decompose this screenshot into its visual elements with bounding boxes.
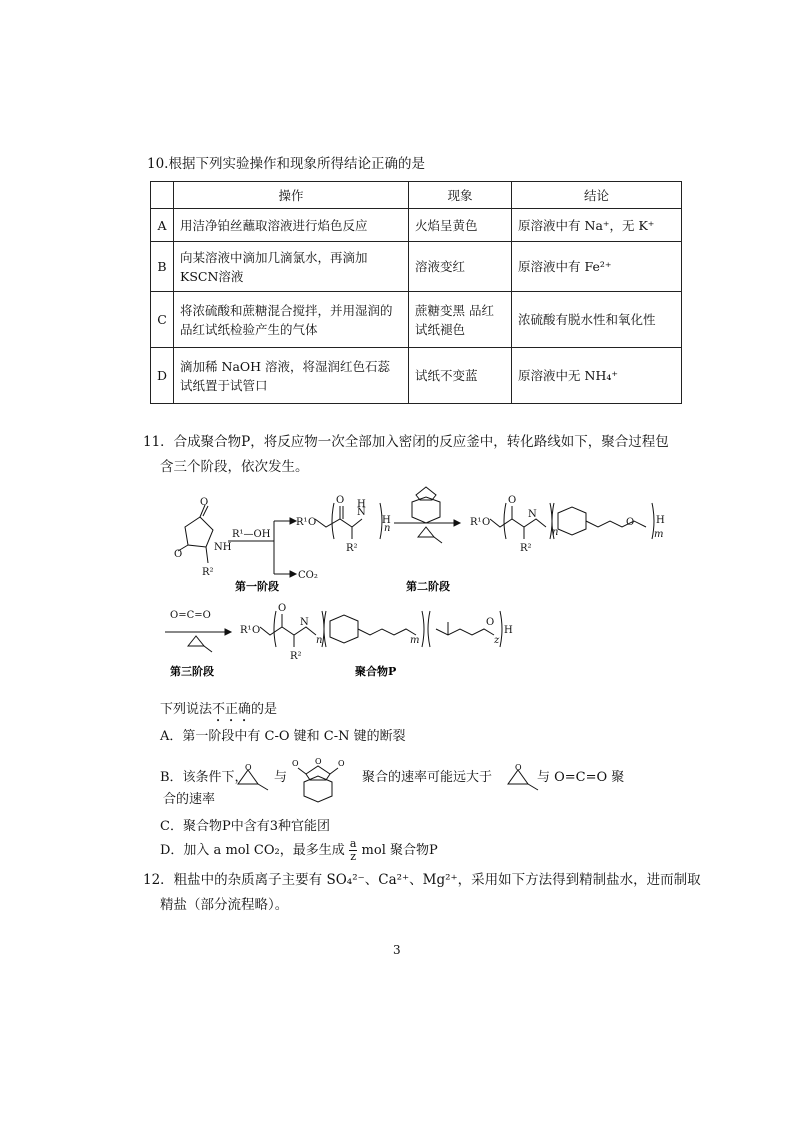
row-phenomenon: 试纸不变蓝 — [409, 348, 512, 404]
svg-text:O: O — [252, 625, 261, 636]
q12-line2: 精盐（部分流程略）。 — [160, 897, 289, 913]
q10-title: 10.根据下列实验操作和现象所得结论正确的是 — [147, 156, 425, 172]
row-conclusion: 原溶液中有 Na⁺，无 K⁺ — [512, 209, 682, 242]
svg-text:R²: R² — [520, 543, 532, 554]
q11-option-b-part2: 与 — [274, 770, 288, 785]
epoxide-icon — [502, 762, 542, 792]
reagent-r1oh: R¹—OH — [232, 529, 271, 540]
svg-text:R¹: R¹ — [470, 517, 482, 528]
q11-prompt-pre: 下列说法 — [160, 702, 213, 717]
svg-text:O: O — [486, 617, 495, 628]
svg-text:CO₂: CO₂ — [298, 570, 318, 581]
svg-text:H: H — [504, 625, 513, 636]
row-operation: 用洁净铂丝蘸取溶液进行焰色反应 — [174, 209, 409, 242]
q11-option-d-post: mol 聚合物P — [361, 843, 438, 858]
svg-text:n: n — [316, 635, 323, 646]
table-header-blank — [151, 182, 174, 209]
table-row — [151, 292, 682, 348]
table-header-phenomenon: 现象 — [409, 182, 512, 209]
table-header-conclusion: 结论 — [512, 182, 682, 209]
epoxide-icon — [418, 527, 442, 543]
svg-text:O: O — [245, 763, 252, 772]
row-conclusion: 浓硫酸有脱水性和氧化性 — [512, 292, 682, 348]
svg-text:N: N — [528, 509, 537, 520]
q11-title-line1: 11．合成聚合物P，将反应物一次全部加入密闭的反应釜中，转化路线如下，聚合过程包 — [143, 434, 669, 450]
q11-prompt-post: 的是 — [251, 702, 278, 717]
row-phenomenon: 蔗糖变黑 品红试纸褪色 — [409, 292, 512, 348]
row-label: B — [151, 242, 174, 292]
epoxide-icon — [188, 636, 212, 652]
row-operation: 将浓硫酸和蔗糖混合搅拌，并用湿润的品红试纸检验产生的气体 — [174, 292, 409, 348]
q11-option-b-part3: 聚合的速率可能远大于 — [362, 770, 493, 785]
q11-option-d — [160, 838, 438, 863]
svg-text:O: O — [482, 517, 491, 528]
phthalic-anhydride-icon — [290, 752, 346, 808]
svg-text:O: O — [515, 763, 522, 772]
row-label: D — [151, 348, 174, 404]
svg-text:O: O — [508, 495, 517, 506]
svg-text:R²: R² — [290, 651, 302, 662]
row-label: C — [151, 292, 174, 348]
svg-text:N: N — [357, 507, 366, 518]
svg-text:R²: R² — [346, 543, 358, 554]
table-row — [151, 209, 682, 242]
q11-option-c: C．聚合物P中含有3种官能团 — [160, 819, 330, 834]
svg-text:H: H — [357, 499, 366, 510]
q11-prompt — [160, 700, 277, 725]
q11-option-b-part5: 合的速率 — [163, 792, 216, 807]
q11-option-b-part1: B．该条件下， — [160, 770, 248, 785]
svg-text:R²: R² — [202, 567, 214, 578]
row-phenomenon: 溶液变红 — [409, 242, 512, 292]
row-phenomenon: 火焰呈黄色 — [409, 209, 512, 242]
epoxide-icon — [232, 762, 272, 792]
row-operation: 向某溶液中滴加几滴氯水，再滴加KSCN溶液 — [174, 242, 409, 292]
co2-reagent: O=C=O — [170, 610, 211, 621]
table-row — [151, 242, 682, 292]
svg-text:O: O — [338, 759, 345, 768]
svg-text:R¹: R¹ — [296, 517, 308, 528]
svg-text:O: O — [315, 757, 322, 766]
svg-text:H: H — [656, 515, 665, 526]
svg-text:O: O — [174, 549, 183, 560]
stage1-label: 第一阶段 — [235, 580, 279, 593]
row-conclusion: 原溶液中无 NH₄⁺ — [512, 348, 682, 404]
stage2-label: 第二阶段 — [406, 580, 450, 593]
reaction-scheme — [150, 475, 710, 695]
q11-prompt-emphasis: 不正确 — [212, 702, 252, 717]
svg-text:n: n — [384, 523, 391, 534]
polymer-label: 聚合物P — [355, 665, 397, 678]
svg-text:O: O — [336, 495, 345, 506]
svg-text:z: z — [494, 635, 500, 646]
q11-title-line2: 含三个阶段，依次发生。 — [160, 459, 309, 475]
svg-text:O: O — [308, 517, 317, 528]
svg-text:R¹: R¹ — [240, 625, 252, 636]
svg-text:m: m — [410, 635, 420, 646]
q11-option-b-part4: 与 O=C=O 聚 — [537, 770, 625, 785]
svg-text:O: O — [292, 759, 299, 768]
experiment-table — [150, 181, 682, 404]
q11-option-a: A．第一阶段中有 C-O 键和 C-N 键的断裂 — [160, 729, 406, 744]
svg-text:n: n — [552, 527, 559, 538]
row-operation: 滴加稀 NaOH 溶液，将湿润红色石蕊试纸置于试管口 — [174, 348, 409, 404]
svg-text:O: O — [278, 603, 287, 614]
svg-text:NH: NH — [214, 542, 232, 553]
svg-text:O: O — [200, 497, 209, 508]
svg-text:N: N — [300, 617, 309, 628]
phthalic-anhydride-icon — [412, 487, 440, 523]
table-header-operation: 操作 — [174, 182, 409, 209]
q11-option-d-pre: D．加入 a mol CO₂，最多生成 — [160, 843, 345, 858]
row-conclusion: 原溶液中有 Fe²⁺ — [512, 242, 682, 292]
stage3-label: 第三阶段 — [170, 665, 214, 678]
row-label: A — [151, 209, 174, 242]
svg-text:O: O — [626, 517, 635, 528]
page-number: 3 — [393, 943, 401, 957]
table-header-row — [151, 182, 682, 209]
table-row — [151, 348, 682, 404]
nca-ring-icon — [178, 505, 213, 563]
q11-option-d-fraction: $\frac{a}{z}$ — [349, 837, 357, 863]
svg-text:m: m — [654, 529, 664, 540]
svg-text:H: H — [382, 515, 391, 526]
q12-line1: 12．粗盐中的杂质离子主要有 SO₄²⁻、Ca²⁺、Mg²⁺，采用如下方法得到精制盐水，进而制取 — [143, 872, 701, 888]
